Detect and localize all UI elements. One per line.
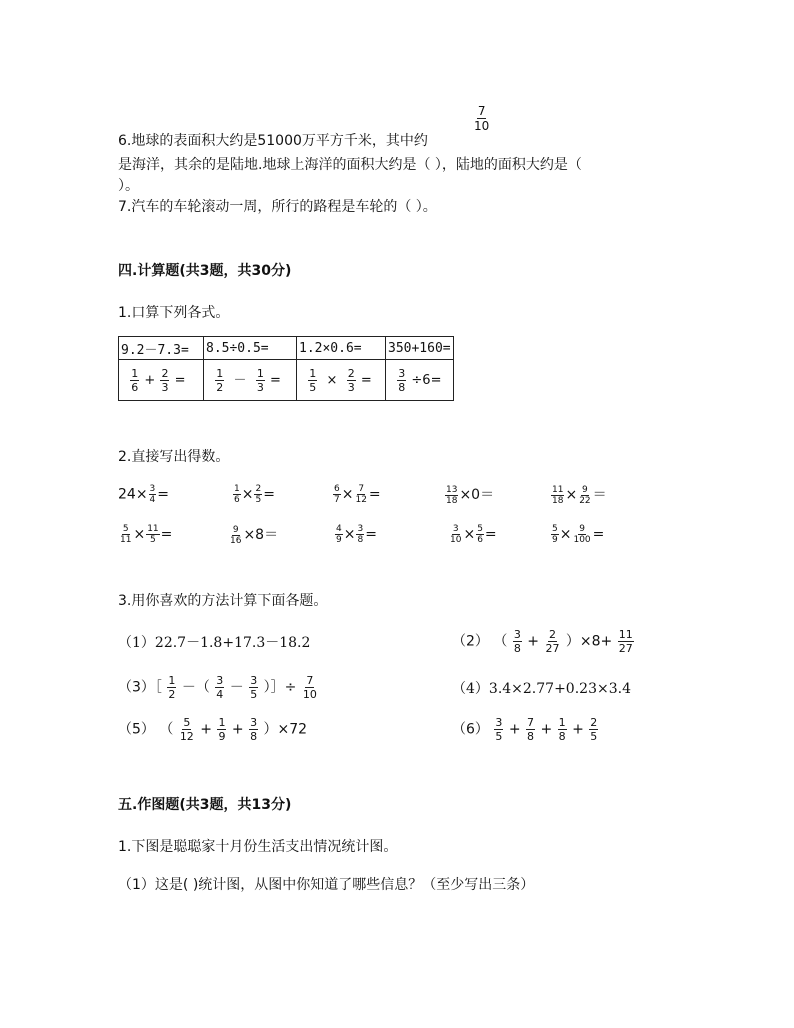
fraction-denominator: 6	[234, 495, 240, 505]
expr-suffix: ×8＝	[243, 527, 279, 543]
fraction-denominator: 100	[573, 535, 591, 545]
direct-item	[118, 524, 172, 545]
q6-fraction	[472, 104, 491, 133]
operator: +	[144, 372, 156, 388]
fraction-numerator: 7	[527, 716, 535, 729]
fraction-numerator: 5	[183, 716, 191, 729]
direct-item	[444, 484, 494, 506]
fraction-denominator: 7	[334, 495, 340, 505]
expr-prefix: （2） （	[452, 633, 508, 650]
fraction-numerator: 3	[216, 674, 224, 687]
direct-item	[118, 484, 169, 505]
fraction-denominator: 3	[256, 380, 264, 394]
fraction-denominator: 2	[216, 380, 224, 394]
fraction-numerator: 3	[513, 628, 521, 641]
s4q1-title: 1.口算下列各式。	[118, 305, 230, 321]
table-row	[119, 337, 454, 360]
fraction-numerator: 1	[168, 674, 176, 687]
fraction-denominator: 6	[477, 535, 483, 545]
problem-1: （1）22.7－1.8+17.3－18.2	[118, 635, 311, 651]
fraction-numerator: 6	[334, 484, 340, 494]
table-cell	[204, 360, 297, 401]
fraction-numerator: 1	[218, 716, 226, 729]
table-cell: 350+160=	[386, 337, 454, 360]
direct-item	[550, 524, 604, 545]
s5q1-title: 1.下图是聪聪家十月份生活支出情况统计图。	[118, 839, 398, 855]
fraction-denominator: 8	[558, 730, 566, 743]
s5q1-subquestion: （1）这是( )统计图，从图中你知道了哪些信息？（至少写出三条）	[118, 877, 535, 893]
equals-sign: =	[484, 526, 497, 543]
equals-sign: =	[360, 372, 372, 388]
fraction-numerator: 11	[618, 628, 633, 641]
s4q3-title: 3.用你喜欢的方法计算下面各题。	[118, 593, 328, 609]
fraction-numerator: 9	[582, 484, 588, 495]
operator: ×	[343, 526, 356, 543]
fraction-numerator: 11	[552, 484, 564, 495]
fraction-numerator: 3	[250, 674, 258, 687]
fraction-denominator: 9	[336, 535, 342, 545]
fraction-denominator: 6	[131, 380, 139, 394]
q6-line2: 是海洋，其余的是陆地.地球上海洋的面积大约是（ ），陆地的面积大约是（	[118, 157, 582, 173]
s4q2-title: 2.直接写出得数。	[118, 449, 230, 465]
operator: +	[231, 721, 244, 738]
fraction-numerator: 7	[477, 104, 486, 118]
direct-item	[550, 484, 607, 506]
oral-calc-table	[118, 336, 454, 401]
problem-5	[118, 716, 307, 743]
fraction-numerator: 3	[398, 366, 406, 380]
table-cell: 1.2×0.6=	[297, 337, 386, 360]
operator: ×	[133, 526, 146, 543]
operator: ×	[326, 372, 338, 388]
fraction-numerator: 2	[255, 484, 262, 494]
fraction-denominator: 27	[618, 642, 633, 655]
q7: 7.汽车的车轮滚动一周，所行的路程是车轮的（ ）。	[118, 199, 437, 215]
fraction-numerator: 1	[234, 484, 240, 494]
fraction-numerator: 4	[336, 524, 342, 534]
operator: +	[527, 633, 539, 650]
fraction-numerator: 11	[147, 524, 159, 534]
fraction-denominator: 5	[150, 535, 156, 545]
table-cell: 9.2－7.3=	[119, 337, 204, 360]
fraction-denominator: 10	[474, 119, 490, 133]
fraction-numerator: 1	[309, 366, 317, 380]
fraction-numerator: 2	[590, 716, 598, 729]
section5-title: 五.作图题(共3题，共13分)	[118, 797, 292, 813]
equals-sign: =	[365, 526, 377, 543]
problem-2	[452, 628, 635, 655]
operator: ×	[341, 486, 354, 503]
fraction-numerator: 9	[232, 524, 239, 535]
fraction-numerator: 3	[149, 484, 156, 494]
expr-prefix: （6）	[452, 721, 489, 738]
operator: +	[572, 721, 584, 738]
operator: +	[200, 721, 212, 738]
expr-suffix: ）×72	[263, 721, 308, 738]
fraction-denominator: 4	[149, 495, 156, 505]
fraction-denominator: 8	[527, 730, 535, 743]
table-cell: 8.5÷0.5=	[204, 337, 297, 360]
table-cell	[386, 360, 454, 401]
equals-sign: =	[160, 526, 173, 543]
equals-sign: =	[269, 372, 281, 388]
fraction-numerator: 7	[358, 484, 365, 494]
fraction-numerator: 1	[256, 366, 264, 380]
operator: －	[233, 372, 247, 388]
expr-middle: －（	[181, 679, 210, 696]
operator: －	[229, 679, 244, 696]
fraction-denominator: 9	[552, 535, 558, 545]
equals-sign: ＝	[592, 487, 607, 503]
fraction-numerator: 3	[495, 716, 503, 729]
operator: ×	[565, 487, 578, 503]
direct-item	[232, 484, 275, 505]
equals-sign: =	[592, 526, 605, 543]
direct-item	[332, 484, 381, 505]
fraction-numerator: 1	[558, 716, 566, 729]
fraction-numerator: 9	[579, 524, 585, 534]
equals-sign: =	[174, 372, 186, 388]
fraction-denominator: 3	[161, 380, 169, 394]
fraction-denominator: 9	[218, 730, 226, 743]
problem-6	[452, 716, 599, 743]
direct-item	[228, 524, 278, 546]
fraction-denominator: 8	[357, 535, 364, 545]
operator: +	[508, 721, 521, 738]
fraction-denominator: 8	[398, 380, 406, 394]
operator: ×	[463, 526, 476, 543]
problem-3	[118, 674, 319, 701]
fraction-denominator: 12	[179, 730, 194, 743]
fraction-numerator: 2	[161, 366, 169, 380]
fraction-numerator: 2	[548, 628, 556, 641]
direct-item	[334, 524, 377, 545]
operator: ×	[559, 526, 572, 543]
fraction-denominator: 12	[355, 495, 367, 505]
expr-prefix: （5） （	[118, 721, 174, 738]
fraction-denominator: 2	[168, 688, 176, 701]
fraction-numerator: 1	[131, 366, 139, 380]
fraction-numerator: 5	[122, 524, 129, 534]
fraction-denominator: 18	[552, 495, 564, 506]
problem-4: （4）3.4×2.77+0.23×3.4	[452, 681, 631, 697]
fraction-numerator: 13	[446, 484, 458, 495]
fraction-denominator: 11	[120, 535, 132, 545]
expr-prefix: 24×	[118, 486, 148, 503]
expr-suffix: ×0＝	[459, 487, 495, 503]
direct-item	[448, 524, 497, 545]
expr-middle: ）×8+	[565, 633, 613, 650]
operator: ÷6=	[411, 372, 442, 388]
fraction-denominator: 27	[545, 642, 560, 655]
equals-sign: =	[157, 486, 170, 503]
fraction-denominator: 8	[513, 642, 521, 655]
fraction-denominator: 18	[446, 495, 458, 506]
fraction-numerator: 5	[477, 524, 483, 534]
fraction-denominator: 5	[590, 730, 598, 743]
q6-line1: 6.地球的表面积大约是51000万平方千米，其中约	[118, 133, 428, 149]
expr-prefix: （3）［	[118, 679, 162, 696]
fraction-denominator: 5	[255, 495, 262, 505]
fraction-denominator: 22	[579, 495, 591, 506]
table-row	[119, 360, 454, 401]
fraction-denominator: 8	[250, 730, 258, 743]
q6-line3: ）。	[118, 178, 139, 194]
fraction-numerator: 3	[250, 716, 258, 729]
fraction-numerator: 7	[306, 674, 314, 687]
fraction-denominator: 10	[450, 535, 462, 545]
fraction-denominator: 10	[302, 688, 317, 701]
fraction-denominator: 5	[250, 688, 258, 701]
expr-middle: ）］÷	[263, 679, 297, 696]
fraction-numerator: 2	[347, 366, 355, 380]
fraction-denominator: 3	[347, 380, 355, 394]
fraction-denominator: 4	[216, 688, 224, 701]
operator: +	[540, 721, 553, 738]
fraction-denominator: 5	[309, 380, 317, 394]
fraction-denominator: 5	[495, 730, 503, 743]
operator: ×	[241, 486, 254, 503]
fraction-numerator: 1	[216, 366, 224, 380]
fraction-numerator: 3	[357, 524, 364, 534]
equals-sign: =	[263, 486, 275, 503]
fraction-numerator: 3	[452, 524, 459, 534]
table-cell	[297, 360, 386, 401]
table-cell	[119, 360, 204, 401]
fraction-numerator: 5	[552, 524, 558, 534]
equals-sign: =	[368, 486, 381, 503]
section4-title: 四.计算题(共3题，共30分)	[118, 263, 292, 279]
fraction-denominator: 16	[230, 535, 242, 546]
